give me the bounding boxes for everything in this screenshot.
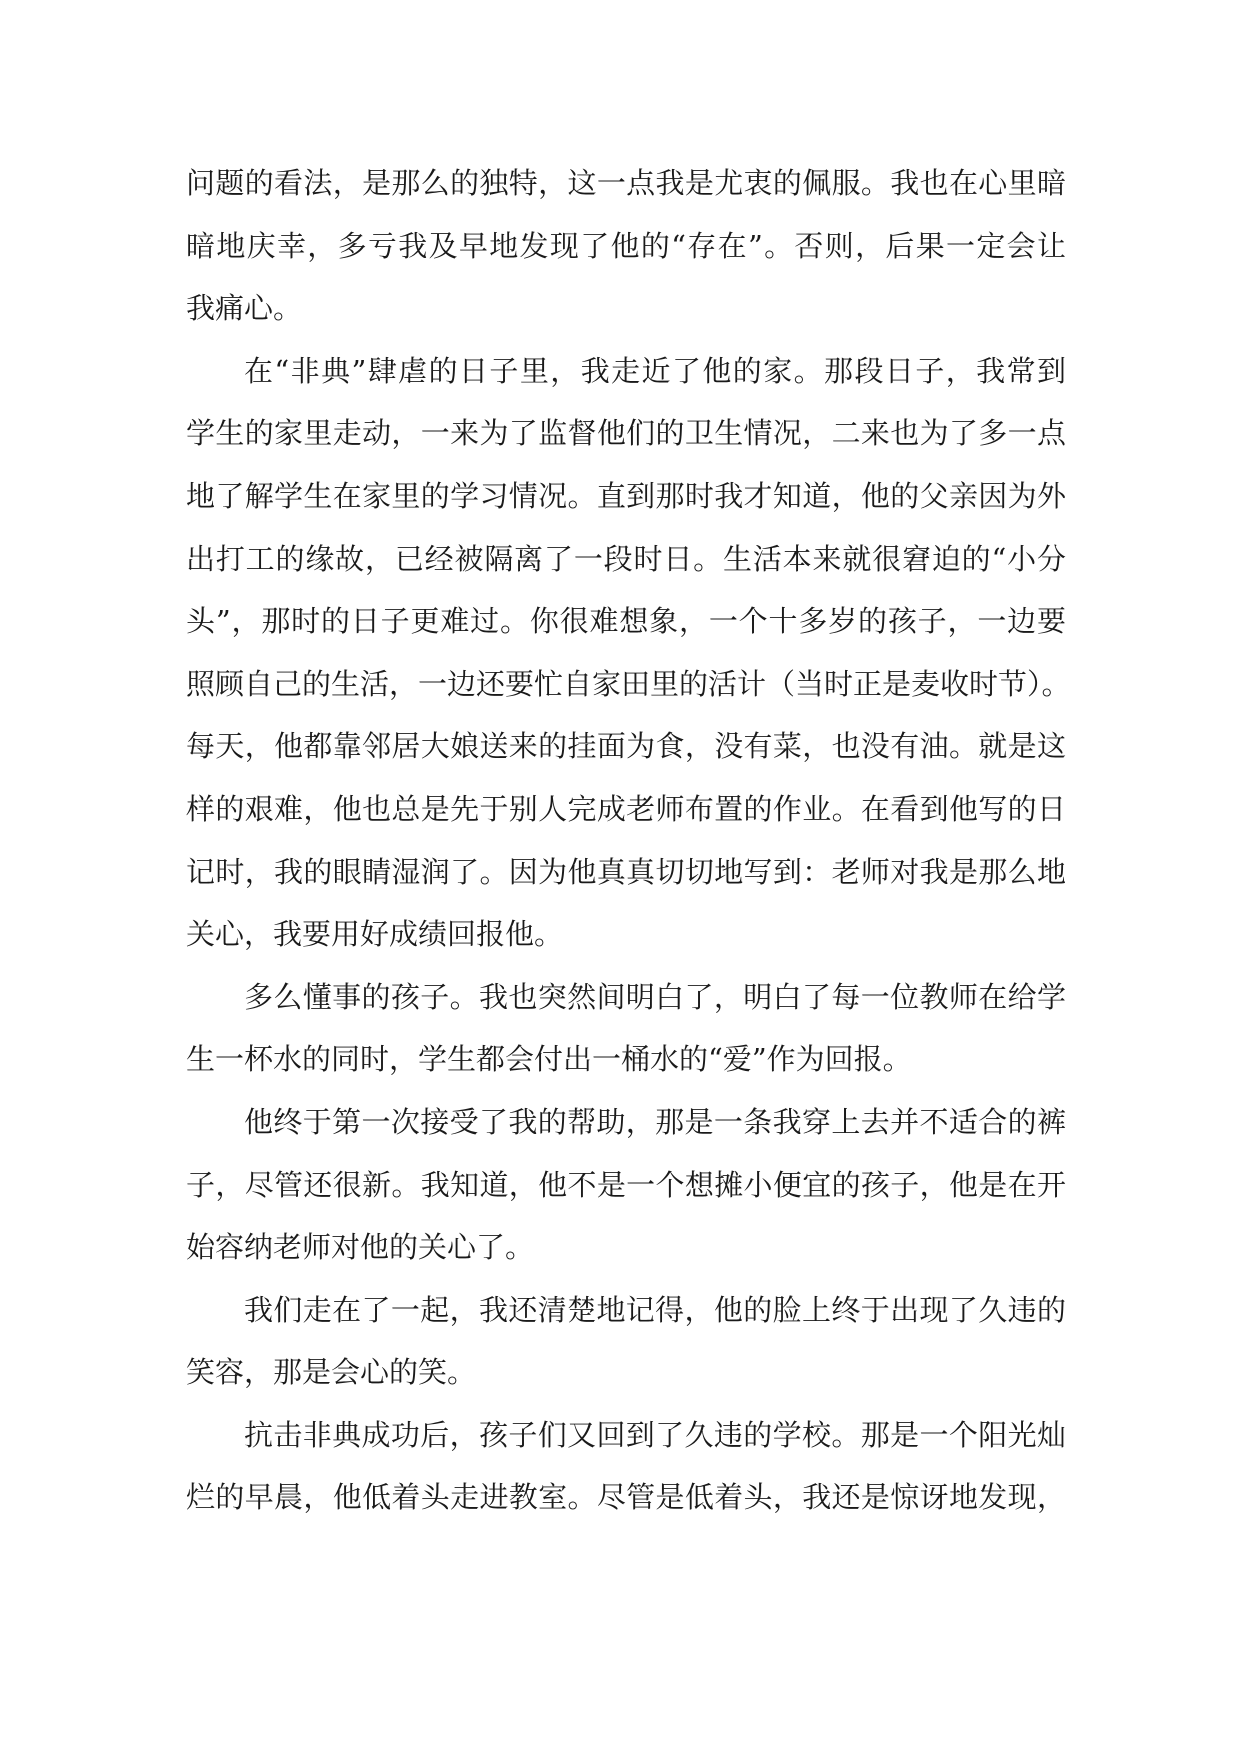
text-line: 我痛心。 [186,291,303,326]
text-line: 在“非典”肆虐的日子里，我走近了他的家。那段日子，我常到 [244,353,1066,388]
text-line: 学生的家里走动，一来为了监督他们的卫生情况，二来也为了多一点 [186,416,1066,451]
text-line: 问题的看法，是那么的独特，这一点我是尤衷的佩服。我也在心里暗 [186,166,1066,200]
text-line: 笑容，那是会心的笑。 [186,1355,477,1390]
text-line: 照顾自己的生活，一边还要忙自家田里的活计（当时正是麦收时节）。 [186,666,1071,701]
text-line: 关心，我要用好成绩回报他。 [186,917,564,952]
text-line: 他终于第一次接受了我的帮助，那是一条我穿上去并不适合的裤 [244,1104,1066,1139]
text-line: 出打工的缘故，已经被隔离了一段时日。生活本来就很窘迫的“小分 [186,541,1066,576]
text-line: 头”，那时的日子更难过。你很难想象，一个十多岁的孩子，一边要 [186,604,1066,639]
text-line: 我们走在了一起，我还清楚地记得，他的脸上终于出现了久违的 [244,1292,1066,1327]
document-body [186,152,1071,1529]
text-line: 生一杯水的同时，学生都会付出一桶水的“爱”作为回报。 [186,1042,912,1077]
text-line: 样的艰难，他也总是先于别人完成老师布置的作业。在看到他写的日 [186,791,1066,826]
text-line: 地了解学生在家里的学习情况。直到那时我才知道，他的父亲因为外 [186,478,1066,513]
text-line: 始容纳老师对他的关心了。 [186,1230,535,1265]
text-line: 多么懂事的孩子。我也突然间明白了，明白了每一位教师在给学 [244,979,1066,1014]
text-line: 记时，我的眼睛湿润了。因为他真真切切地写到：老师对我是那么地 [186,854,1066,889]
text-line: 烂的早晨，他低着头走进教室。尽管是低着头，我还是惊讶地发现， [186,1480,1066,1515]
text-line: 抗击非典成功后，孩子们又回到了久违的学校。那是一个阳光灿 [244,1417,1066,1452]
text-line: 暗地庆幸，多亏我及早地发现了他的“存在”。否则，后果一定会让 [186,228,1066,263]
text-line: 子，尽管还很新。我知道，他不是一个想摊小便宜的孩子，他是在开 [186,1167,1066,1202]
text-line: 每天，他都靠邻居大娘送来的挂面为食，没有菜，也没有油。就是这 [186,729,1066,764]
